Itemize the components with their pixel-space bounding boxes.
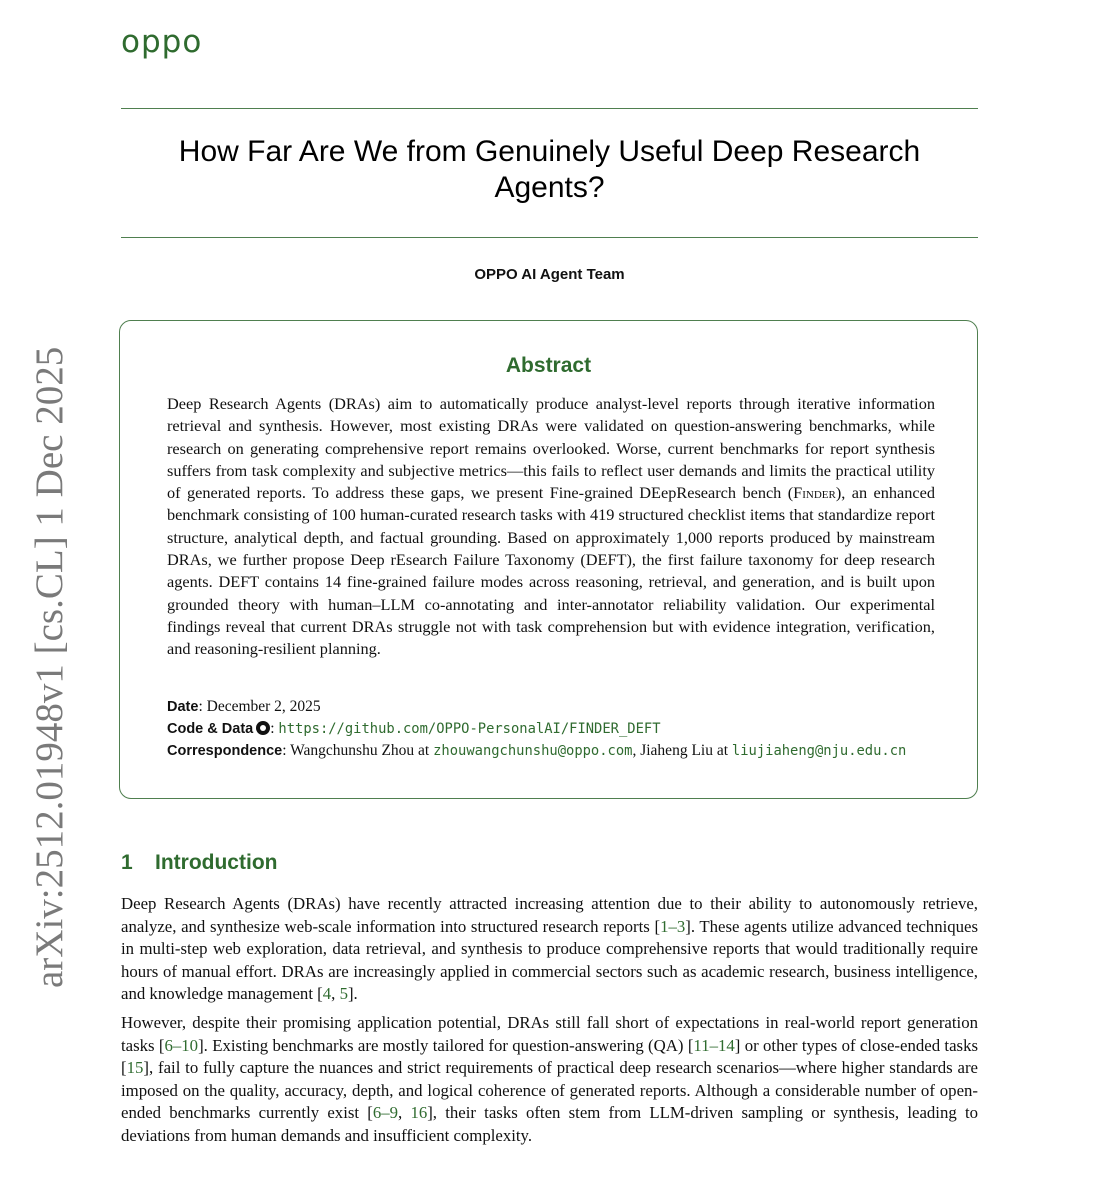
intro-p2-text-d: ], fail to fully capture the nuances and strict requirements of practical deep research scenarios—where higher standards are imposed on the quality, accuracy, depth, and logical coherence of generated reports. Although a considerable number of open-ended benchmarks currently exist [: [121, 1058, 978, 1123]
intro-p2-text-b: ]. Existing benchmarks are mostly tailored for question-answering (QA) [: [198, 1035, 694, 1055]
citation-link[interactable]: 6–10: [164, 1035, 199, 1055]
abstract-text-part2: ), an enhanced benchmark consisting of 100 human-curated research tasks with 419 structured checklist items that standardize report structure, analytical depth, and factual grounding. Based on approximately 1,000 reports produced by mainstream DRAs, we further propose Deep rEsearch Failure Taxonomy (DEFT), the first failure taxonomy for deep research agents. DEFT contains 14 fine-grained failure modes across reasoning, retrieval, and generation, and is built upon grounded theory with human–LLM co-annotating and inter-annotator reliability validation. Our experimental findings reveal that current DRAs struggle not with task comprehension but with evidence integration, verification, and reasoning-resilient planning.: [167, 483, 936, 659]
intro-p2-text-a: However, despite their promising application potential, DRAs still fall short of expectations in real-world report generation tasks [: [121, 1013, 978, 1055]
intro-paragraph-1: [121, 893, 978, 1006]
correspondence-label: Correspondence: [167, 743, 283, 759]
citation-separator: ,: [331, 984, 340, 1004]
citation-link[interactable]: 15: [126, 1058, 144, 1078]
citation-separator: ,: [398, 1103, 411, 1123]
intro-p2-text-e: ], their tasks often stem from LLM-driven sampling or synthesis, leading to deviations from human demands and insufficient complexity.: [121, 1103, 978, 1145]
email-link-1[interactable]: zhouwangchunshu@oppo.com: [433, 743, 633, 759]
code-label: Code & Data: [167, 721, 254, 737]
intro-p1-text-end: ].: [347, 984, 358, 1004]
abstract-heading: Abstract: [505, 354, 592, 377]
citation-link[interactable]: 6–9: [372, 1103, 399, 1123]
title-rule-bottom: [121, 237, 978, 238]
date-label: Date: [167, 699, 199, 715]
code-link[interactable]: https://github.com/OPPO-PersonalAI/FINDER_DEFT: [278, 721, 661, 737]
arxiv-stamp: arXiv:2512.01948v1 [cs.CL] 1 Dec 2025: [28, 346, 71, 988]
abstract-text-part1: Deep Research Agents (DRAs) aim to automatically produce analyst-level reports through iterative information retrieval and synthesis. However, most existing DRAs were validated on question-answering benchmarks, while research on generating comprehensive report remains overlooked. Worse, current benchmarks for report synthesis suffers from task complexity and subjective metrics—this fails to reflect user demands and limits the practical utility of generated reports. To address these gaps, we present Fine-grained DEepResearch bench (: [167, 394, 935, 503]
section-number: 1: [121, 851, 133, 874]
abstract-box: [119, 320, 978, 799]
citation-link[interactable]: 16: [410, 1103, 428, 1123]
finder-name: Finder: [793, 483, 836, 503]
date-line: Date: December 2, 2025: [167, 698, 321, 715]
code-line: Code & Data : https://github.com/OPPO-PersonalAI/FINDER_DEFT: [167, 720, 661, 737]
correspondence-line: Correspondence: Wangchunshu Zhou at zhouwangchunshu@oppo.com, Jiaheng Liu at liujiaheng@nju.edu.cn: [167, 742, 907, 759]
correspondence-name-2: , Jiaheng Liu at: [632, 742, 729, 759]
section-title: Introduction: [155, 851, 278, 874]
title-rule-top: [121, 108, 978, 109]
intro-p1-text-a: Deep Research Agents (DRAs) have recently attracted increasing attention due to their ability to autonomously retrieve, analyze, and synthesize web-scale information into structured research reports [: [121, 894, 978, 936]
correspondence-name-1: Wangchunshu Zhou at: [290, 742, 430, 759]
citation-link[interactable]: 5: [339, 984, 348, 1004]
intro-p2-text-c: ] or other types of close-ended tasks [: [121, 1035, 978, 1078]
date-value: December 2, 2025: [206, 698, 321, 715]
paper-meta: [167, 696, 947, 762]
citation-link[interactable]: 1–3: [660, 916, 686, 936]
intro-paragraph-2: [121, 1012, 978, 1148]
section-heading: [121, 851, 277, 875]
abstract-text: [167, 393, 935, 661]
paper-title: How Far Are We from Genuinely Useful Deep Research Agents?: [178, 135, 921, 204]
citation-link[interactable]: 11–14: [693, 1035, 735, 1055]
oppo-logo: oppo: [121, 24, 203, 60]
github-icon: [256, 721, 270, 735]
email-link-2[interactable]: liujiaheng@nju.edu.cn: [731, 743, 907, 759]
author-team: OPPO AI Agent Team: [474, 266, 625, 283]
intro-p1-text-b: ]. These agents utilize advanced techniques in multi-step web exploration, data retrieval, and synthesis to produce comprehensive reports that would traditionally require hours of manual effort. DRAs are increasingly applied in commercial sectors such as academic research, business intelligence, and knowledge management [: [121, 916, 979, 1004]
citation-link[interactable]: 4: [322, 984, 332, 1004]
